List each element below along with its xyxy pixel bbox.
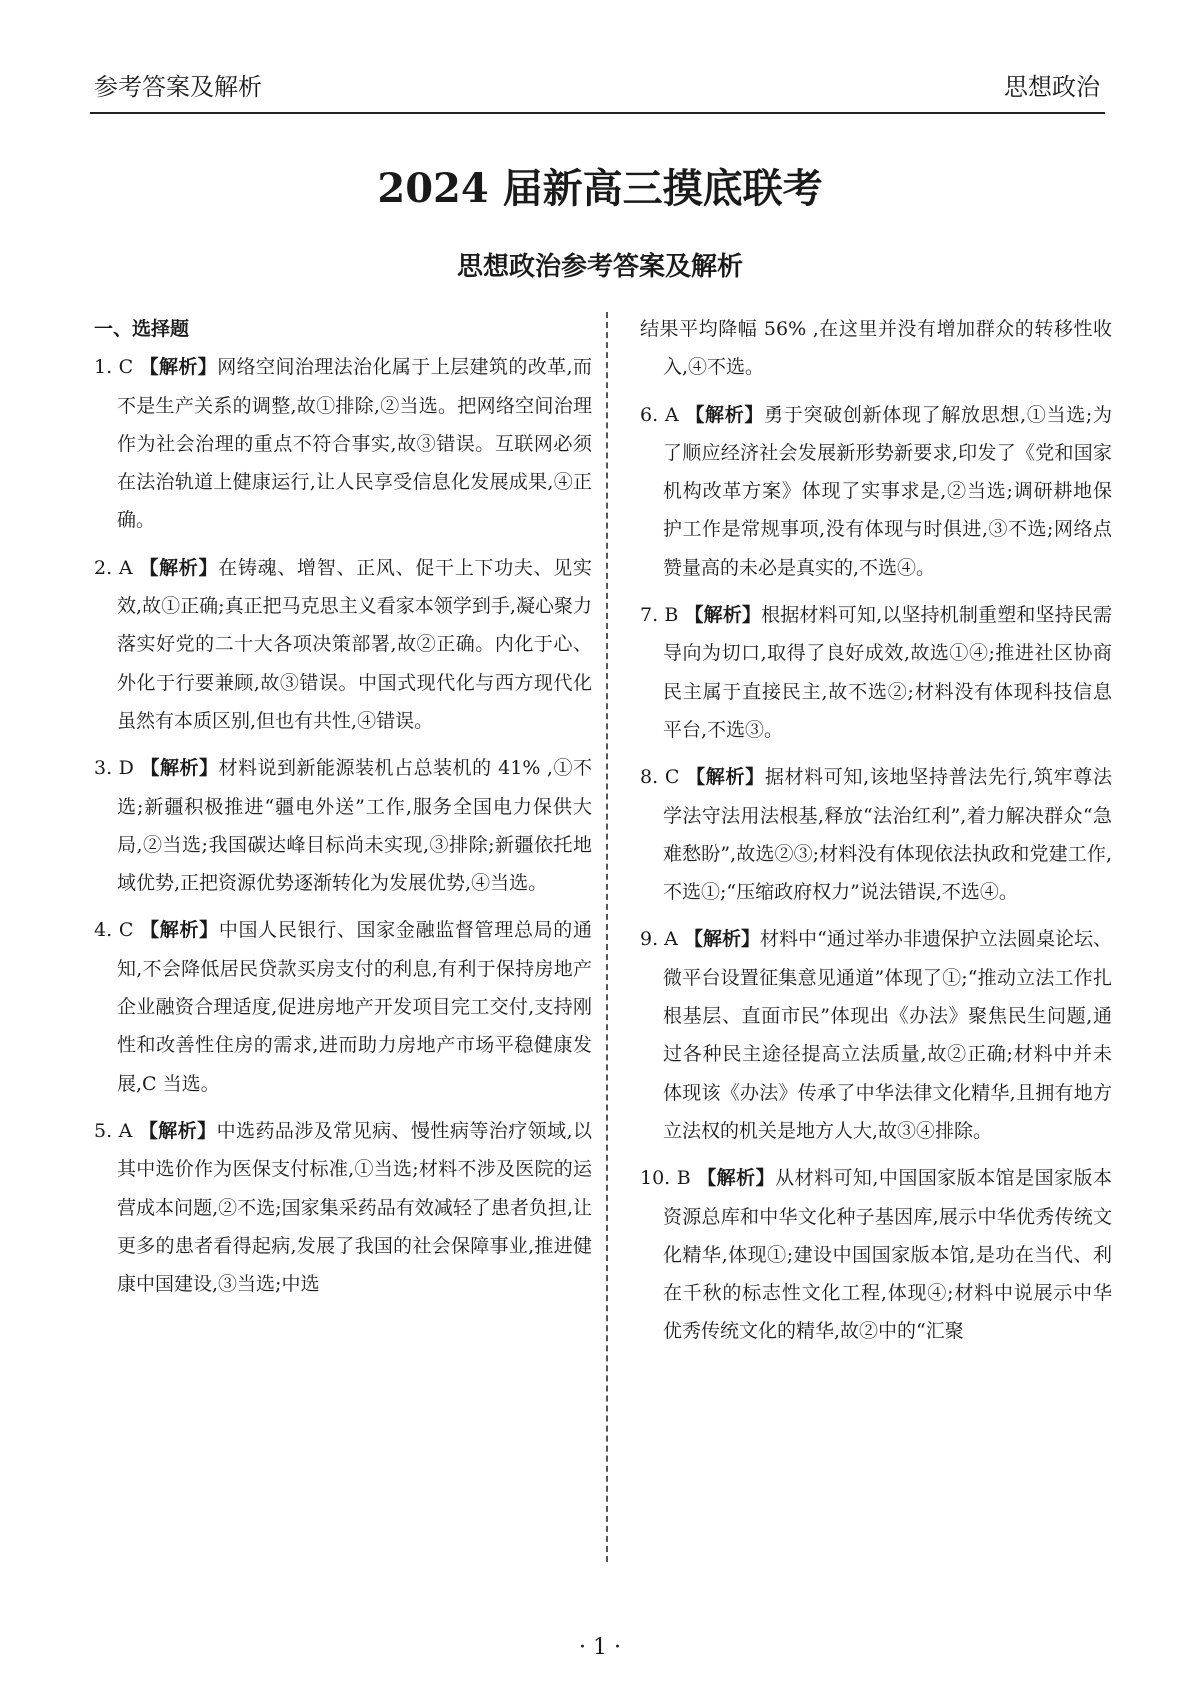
question-number: 5. A xyxy=(94,1119,133,1142)
answer-item-5 xyxy=(94,1112,592,1303)
header-rule xyxy=(90,112,1105,114)
answer-item-5-continued xyxy=(640,310,1112,387)
answer-text: 中国人民银行、国家金融监督管理总局的通知,不会降低居民贷款买房支付的利息,有利于保持房地产企业融资合理适度,促进房地产开发项目完工交付,支持刚性和改善性住房的需求,进而助力房地产市场平稳健康发展,C 当选。 xyxy=(117,919,592,1095)
answer-text: 材料中“通过举办非遗保护立法圆桌论坛、微平台设置征集意见通道”体现了①;“推动立法工作扎根基层、直面市民”体现出《办法》聚焦民生问题,通过各种民主途径提高立法质量,故②正确;材料中并未体现该《办法》传承了中华法律文化精华,且拥有地方立法权的机关是地方人大,故③④排除。 xyxy=(663,928,1112,1142)
question-number: 6. A xyxy=(640,403,679,426)
answer-item-8 xyxy=(640,758,1112,911)
question-number: 3. D xyxy=(94,757,134,780)
analysis-tag: 【解析】 xyxy=(140,757,219,780)
answer-text: 从材料可知,中国国家版本馆是国家版本资源总库和中华文化种子基因库,展示中华优秀传统文化精华,体现①;建设中国国家版本馆,是功在当代、利在千秋的标志性文化工程,体现④;材料中说展示中华优秀传统文化的精华,故②中的“汇聚 xyxy=(663,1167,1112,1343)
answer-item-9 xyxy=(640,920,1112,1150)
header-right: 思想政治 xyxy=(1004,73,1100,101)
answer-text: 在铸魂、增智、正风、促干上下功夫、见实效,故①正确;真正把马克思主义看家本领学到手,凝心聚力落实好党的二十大各项决策部署,故②正确。内化于心、外化于行要兼顾,故③错误。中国式现代化与西方现代化虽然有本质区别,但也有共性,④错误。 xyxy=(117,556,592,732)
analysis-tag: 【解析】 xyxy=(139,556,219,579)
answer-text: 中选药品涉及常见病、慢性病等治疗领域,以其中选价作为医保支付标准,①当选;材料不涉及医院的运营成本问题,②不选;国家集采药品有效减轻了患者负担,让更多的患者看得起病,发展了我国的社会保障事业,推进健康中国建设,③当选;中选 xyxy=(117,1119,592,1296)
answer-item-4 xyxy=(94,911,592,1102)
question-number: 10. B xyxy=(640,1167,691,1190)
answer-item-10 xyxy=(640,1159,1112,1350)
analysis-tag: 【解析】 xyxy=(140,919,219,942)
answer-text: 据材料可知,该地坚持普法先行,筑牢尊法学法守法用法根基,释放“法治红利”,着力解决群众“急难愁盼”,故选②③;材料没有体现依法执政和党建工作,不选①;“压缩政府权力”说法错误,不选④。 xyxy=(663,766,1112,904)
answer-text: 材料说到新能源装机占总装机的 41% ,①不选;新疆积极推进“疆电外送”工作,服务全国电力保供大局,②当选;我国碳达峰目标尚未实现,③排除;新疆依托地域优势,正把资源优势逐渐转化为发展优势,④当选。 xyxy=(117,757,592,895)
header-left: 参考答案及解析 xyxy=(94,73,262,101)
answer-text: 结果平均降幅 56% ,在这里并没有增加群众的转移性收入,④不选。 xyxy=(640,318,1112,379)
answer-text: 根据材料可知,以坚持机制重塑和坚持民需导向为切口,取得了良好成效,故选①④;推进社区协商民主属于直接民主,故不选②;材料没有体现科技信息平台,不选③。 xyxy=(663,604,1112,741)
answer-item-1 xyxy=(94,348,592,539)
question-number: 2. A xyxy=(94,556,133,579)
answer-text: 网络空间治理法治化属于上层建筑的改革,而不是生产关系的调整,故①排除,②当选。把网络空间治理作为社会治理的重点不符合事实,故③错误。互联网必须在法治轨道上健康运行,让人民享受信息化发展成果,④正确。 xyxy=(117,356,592,532)
question-number: 4. C xyxy=(94,919,134,942)
answer-item-3 xyxy=(94,749,592,902)
analysis-tag: 【解析】 xyxy=(686,766,765,789)
analysis-tag: 【解析】 xyxy=(685,403,765,426)
page-subtitle: 思想政治参考答案及解析 xyxy=(456,252,743,282)
answer-text: 勇于突破创新体现了解放思想,①当选;为了顺应经济社会发展新形势新要求,印发了《党和国家机构改革方案》体现了实事求是,②当选;调研耕地保护工作是常规事项,没有体现与时俱进,③不选;网络点赞量高的未必是真实的,不选④。 xyxy=(663,403,1112,579)
answer-item-6 xyxy=(640,396,1112,587)
question-number: 9. A xyxy=(640,928,678,951)
section-title: 一、选择题 xyxy=(94,318,190,340)
analysis-tag: 【解析】 xyxy=(684,604,762,627)
left-column xyxy=(94,310,592,1312)
answer-item-7 xyxy=(640,596,1112,749)
right-column xyxy=(640,310,1112,1360)
page-number: · 1 · xyxy=(579,1635,621,1660)
page-title: 2024 届新高三摸底联考 xyxy=(377,165,823,212)
answer-item-2 xyxy=(94,549,592,740)
question-number: 1. C xyxy=(94,356,134,379)
column-divider xyxy=(606,312,608,1562)
analysis-tag: 【解析】 xyxy=(139,356,218,379)
question-number: 7. B xyxy=(640,604,679,627)
analysis-tag: 【解析】 xyxy=(683,928,761,951)
question-number: 8. C xyxy=(640,766,680,789)
analysis-tag: 【解析】 xyxy=(138,1119,217,1142)
analysis-tag: 【解析】 xyxy=(697,1167,776,1190)
